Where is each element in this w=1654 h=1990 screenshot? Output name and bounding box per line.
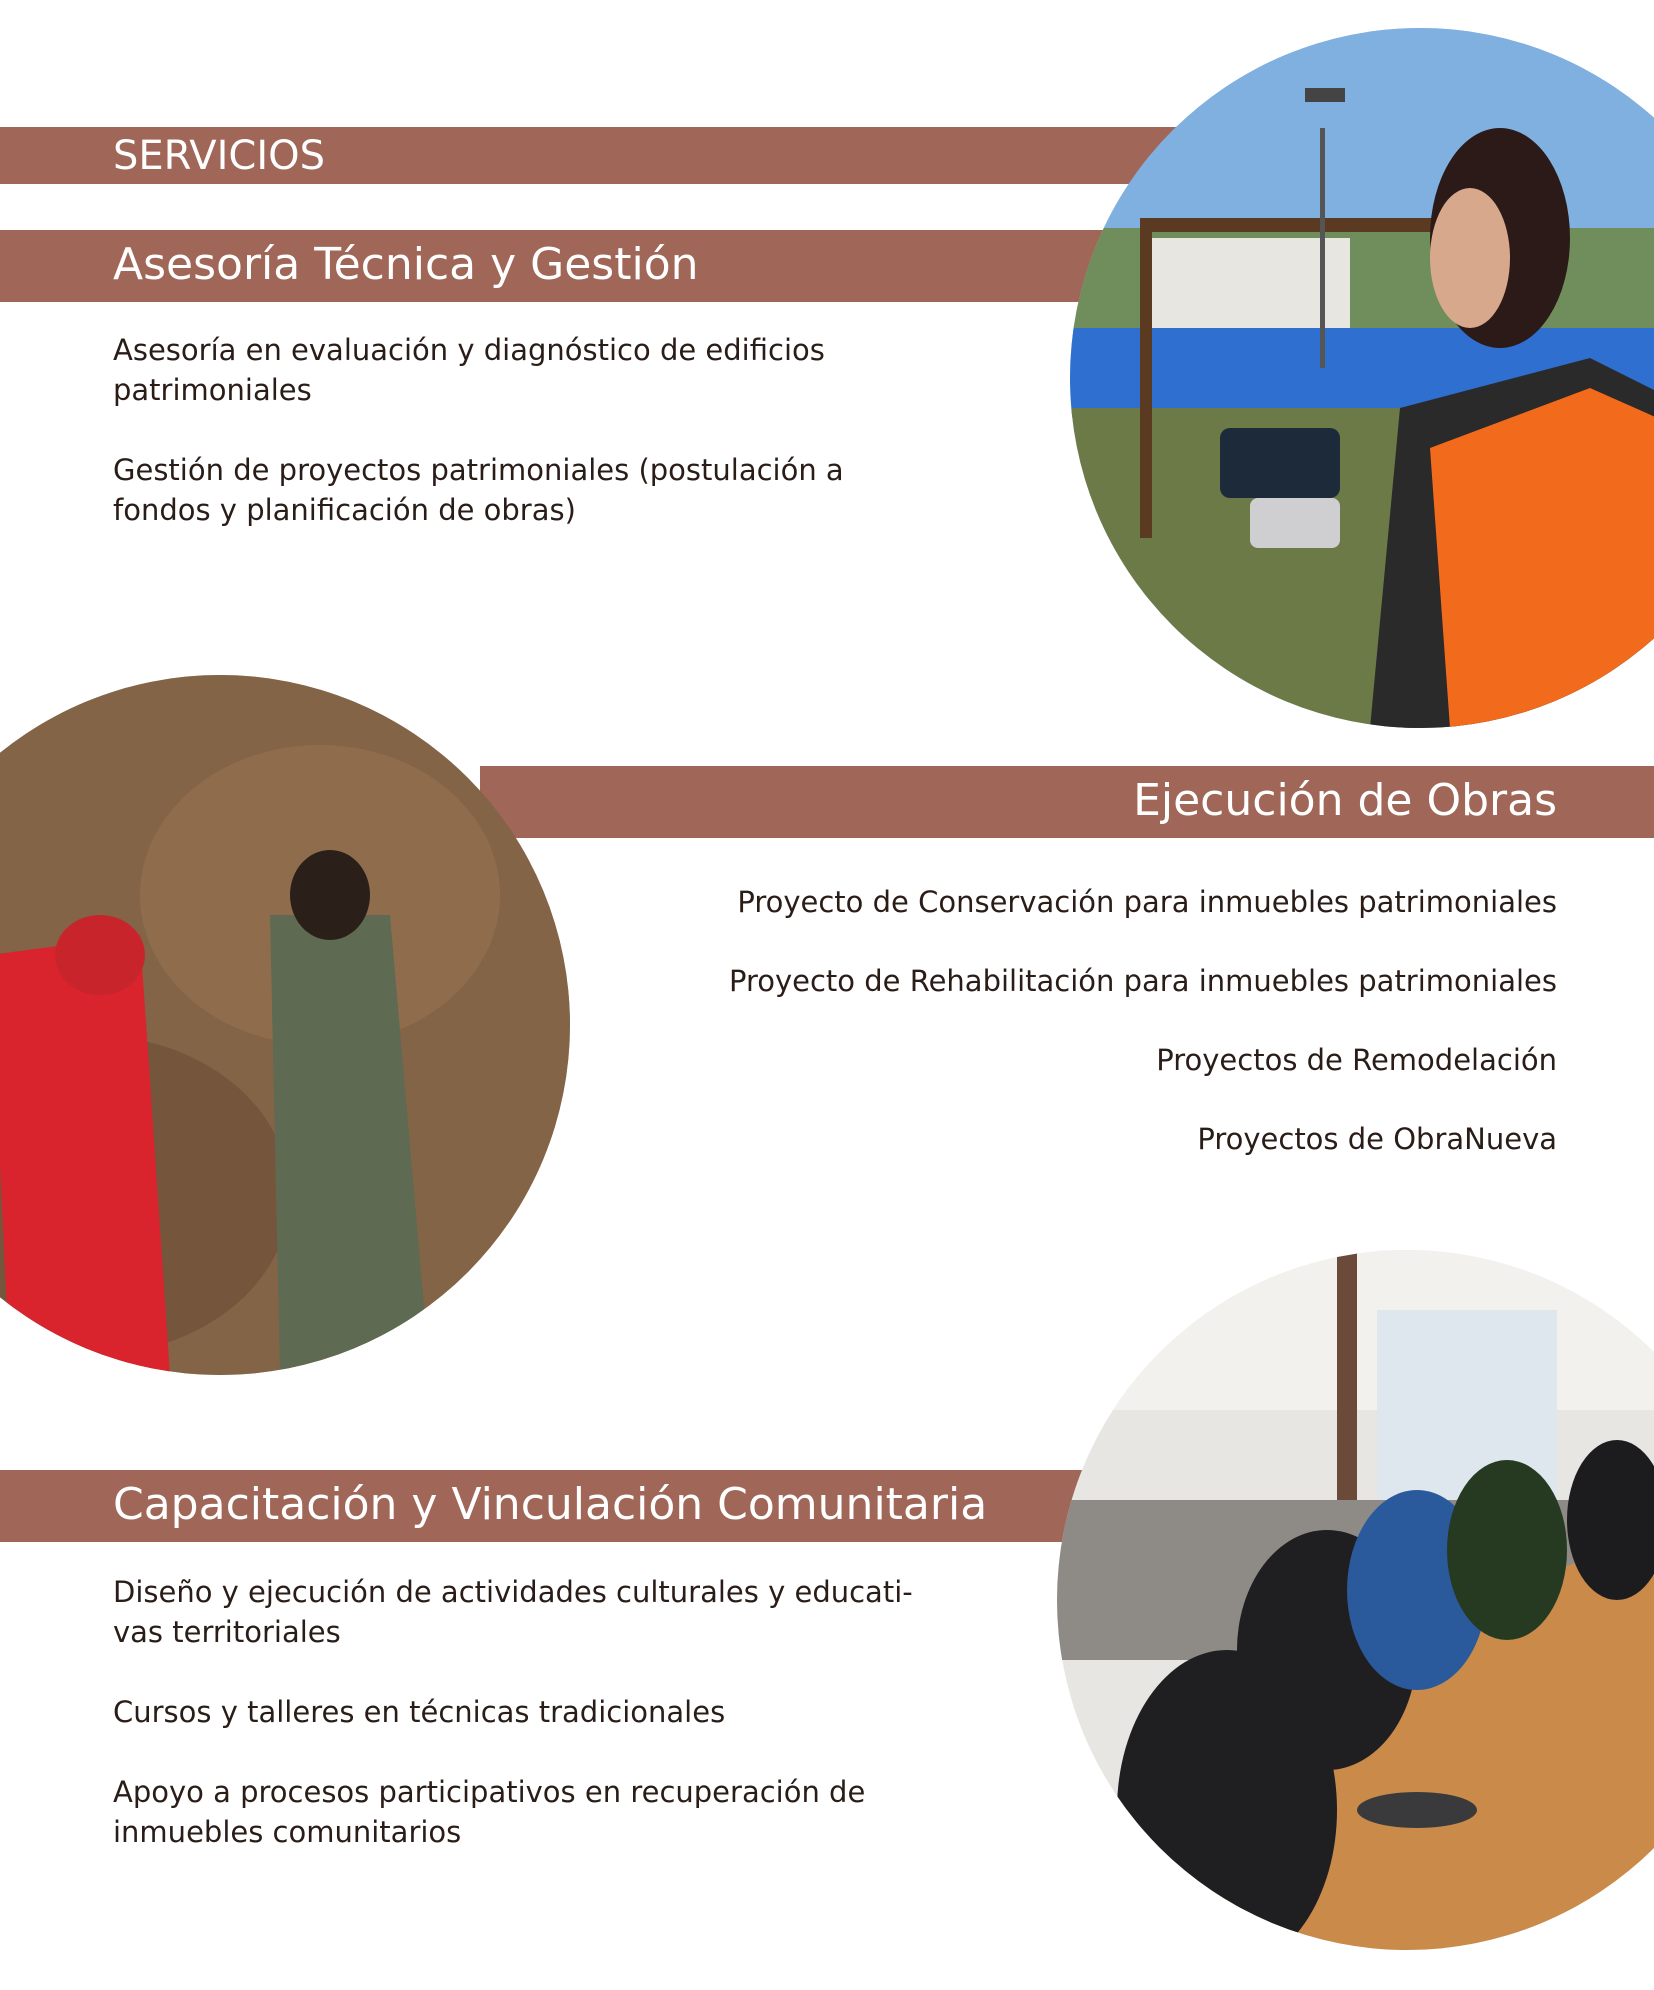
section-ejecucion-title: Ejecución de Obras — [1133, 775, 1557, 826]
section-ejecucion-band — [480, 766, 1654, 838]
section-ejecucion-item-4: Proyectos de ObraNueva — [1197, 1122, 1557, 1156]
section-asesoria-band — [0, 230, 1140, 302]
section-ejecucion-item-3: Proyectos de Remodelación — [1156, 1043, 1557, 1077]
photo-team-meeting — [1057, 1250, 1654, 1950]
servicios-header-band — [0, 127, 1180, 184]
section-asesoria-item-2: Gestión de proyectos patrimoniales (postulación a fondos y planificación de obras) — [113, 453, 844, 527]
section-capacitacion-item-1: Diseño y ejecución de actividades culturales y educati- vas territoriales — [113, 1575, 913, 1649]
section-capacitacion-item-2: Cursos y talleres en técnicas tradicionales — [113, 1695, 726, 1729]
section-ejecucion-item-1: Proyecto de Conservación para inmuebles patrimoniales — [737, 885, 1557, 919]
page-title: SERVICIOS — [113, 133, 326, 179]
section-ejecucion-item-2: Proyecto de Rehabilitación para inmuebles patrimoniales — [728, 964, 1557, 998]
section-asesoria-title: Asesoría Técnica y Gestión — [113, 239, 699, 290]
section-capacitacion-title: Capacitación y Vinculación Comunitaria — [113, 1479, 988, 1530]
section-capacitacion-item-3: Apoyo a procesos participativos en recuperación de inmuebles comunitarios — [113, 1775, 866, 1849]
section-asesoria-item-1: Asesoría en evaluación y diagnóstico de edificios patrimoniales — [113, 333, 825, 407]
section-capacitacion-band — [0, 1470, 1100, 1542]
